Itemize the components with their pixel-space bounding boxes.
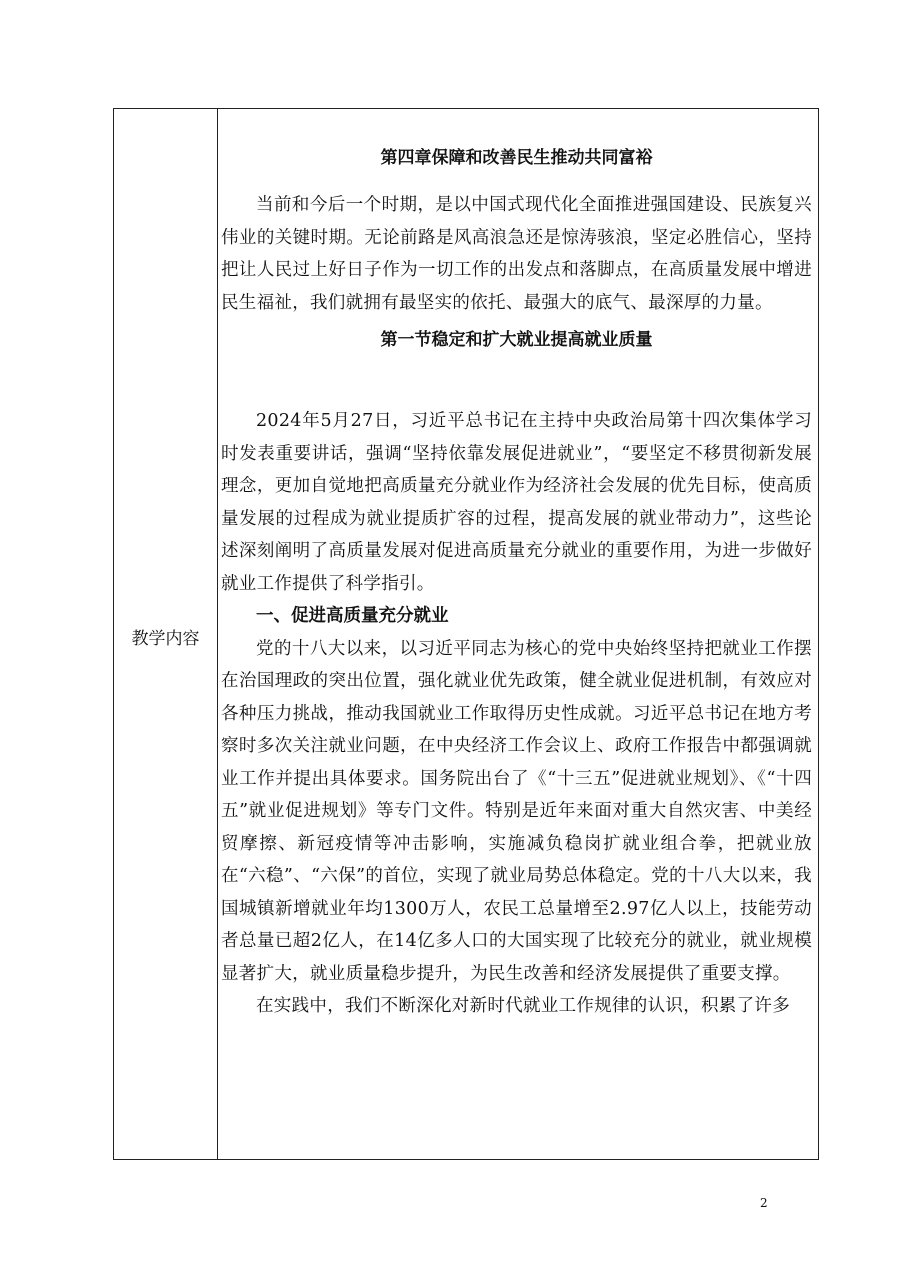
chapter-title: 第四章保障和改善民生推动共同富裕 bbox=[380, 148, 653, 168]
achievements-paragraph: 党的十八大以来，以习近平同志为核心的党中央始终坚持把就业工作摆在治国理政的突出位置，强化就业优先政策，健全就业促进机制，有效应对各种压力挑战，推动我国就业工作取得历史性成就。习近平总书记在地方考察时多次关注就业问题，在中央经济工作会议上、政府工作报告中都强调就业工作并提出具体要求。国务院出台了《“十三五”促进就业规划》、《“十四五”就业促进规划》等专门文件。特别是近年来面对重大自然灾害、中美经贸摩擦、新冠疫情等冲击影响，实施减负稳岗扩就业组合拳，把就业放在“六稳”、“六保”的首位，实现了就业局势总体稳定。党的十八大以来，我国城镇新增就业年均1300万人，农民工总量增至2.97亿人以上，技能劳动者总量已超2亿人，在14亿多人口的大国实现了比较充分的就业，就业规模显著扩大，就业质量稳步提升，为民生改善和经济发展提供了重要支撑。 bbox=[221, 638, 812, 984]
subheading: 一、促进高质量充分就业 bbox=[256, 606, 449, 626]
practice-paragraph: 在实践中，我们不断深化对新时代就业工作规律的认识，积累了许多 bbox=[256, 996, 790, 1016]
content-column bbox=[218, 109, 818, 1159]
speech-paragraph: 2024年5月27日，习近平总书记在主持中央政治局第十四次集体学习时发表重要讲话，强调“坚持依靠发展促进就业”，“要坚定不移贯彻新发展理念，更加自觉地把高质量充分就业作为经济社会发展的优先目标，使高质量发展的过程成为就业提质扩容的过程，提高发展的就业带动力”，这些论述深刻阐明了高质量发展对促进高质量充分就业的重要作用，为进一步做好就业工作提供了科学指引。 bbox=[221, 411, 812, 594]
row-label: 教学内容 bbox=[131, 629, 200, 649]
intro-paragraph: 当前和今后一个时期，是以中国式现代化全面推进强国建设、民族复兴伟业的关键时期。无论前路是风高浪急还是惊涛骇浪，坚定必胜信心，坚持把让人民过上好日子作为一切工作的出发点和落脚点，在高质量发展中增进民生福祉，我们就拥有最坚实的依托、最强大的底气、最深厚的力量。 bbox=[221, 195, 812, 313]
page-number: 2 bbox=[760, 1196, 768, 1210]
content-body bbox=[218, 145, 814, 1023]
content-table bbox=[113, 108, 819, 1160]
label-column bbox=[114, 109, 218, 1159]
section-title: 第一节稳定和扩大就业提高就业质量 bbox=[380, 330, 653, 350]
